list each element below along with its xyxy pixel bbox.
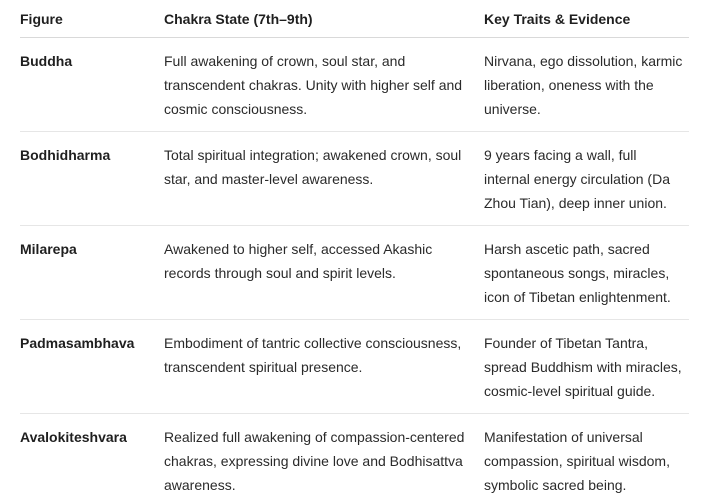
table-body <box>20 38 689 497</box>
key-traits-text: Manifestation of universal compassion, spiritual wisdom, symbolic sacred being. <box>484 414 689 497</box>
figure-name: Milarepa <box>20 226 164 261</box>
table-row <box>20 132 689 226</box>
figure-cell <box>20 226 164 320</box>
figure-name: Avalokiteshvara <box>20 414 164 449</box>
key-traits-cell <box>484 320 689 414</box>
chakra-state-cell <box>164 226 484 320</box>
chakra-state-cell <box>164 320 484 414</box>
table-row <box>20 320 689 414</box>
table-row <box>20 226 689 320</box>
chakra-state-text: Full awakening of crown, soul star, and transcendent chakras. Unity with higher self and cosmic consciousness. <box>164 38 484 121</box>
key-traits-cell <box>484 38 689 132</box>
table-row <box>20 38 689 132</box>
chakra-state-cell <box>164 132 484 226</box>
chakra-state-text: Awakened to higher self, accessed Akashic records through soul and spirit levels. <box>164 226 484 285</box>
column-header-chakra-state: Chakra State (7th–9th) <box>164 0 484 38</box>
key-traits-text: Nirvana, ego dissolution, karmic liberation, oneness with the universe. <box>484 38 689 121</box>
key-traits-text: Harsh ascetic path, sacred spontaneous songs, miracles, icon of Tibetan enlightenment. <box>484 226 689 309</box>
key-traits-cell <box>484 414 689 497</box>
chakra-comparison-table <box>20 0 689 497</box>
chakra-state-cell <box>164 414 484 497</box>
figure-cell <box>20 414 164 497</box>
key-traits-text: Founder of Tibetan Tantra, spread Buddhism with miracles, cosmic-level spiritual guide. <box>484 320 689 403</box>
chakra-state-cell <box>164 38 484 132</box>
figure-name: Bodhidharma <box>20 132 164 167</box>
figure-name: Buddha <box>20 38 164 73</box>
column-header-key-traits: Key Traits & Evidence <box>484 0 689 38</box>
chakra-state-text: Realized full awakening of compassion-centered chakras, expressing divine love and Bodhisattva awareness. <box>164 414 484 497</box>
key-traits-text: 9 years facing a wall, full internal energy circulation (Da Zhou Tian), deep inner union. <box>484 132 689 215</box>
table-header <box>20 0 689 38</box>
figure-name: Padmasambhava <box>20 320 164 355</box>
key-traits-cell <box>484 132 689 226</box>
column-header-figure: Figure <box>20 0 164 38</box>
key-traits-cell <box>484 226 689 320</box>
chakra-state-text: Total spiritual integration; awakened crown, soul star, and master-level awareness. <box>164 132 484 191</box>
header-row <box>20 0 689 38</box>
chakra-state-text: Embodiment of tantric collective consciousness, transcendent spiritual presence. <box>164 320 484 379</box>
figure-cell <box>20 320 164 414</box>
table-row <box>20 414 689 497</box>
figure-cell <box>20 132 164 226</box>
figure-cell <box>20 38 164 132</box>
